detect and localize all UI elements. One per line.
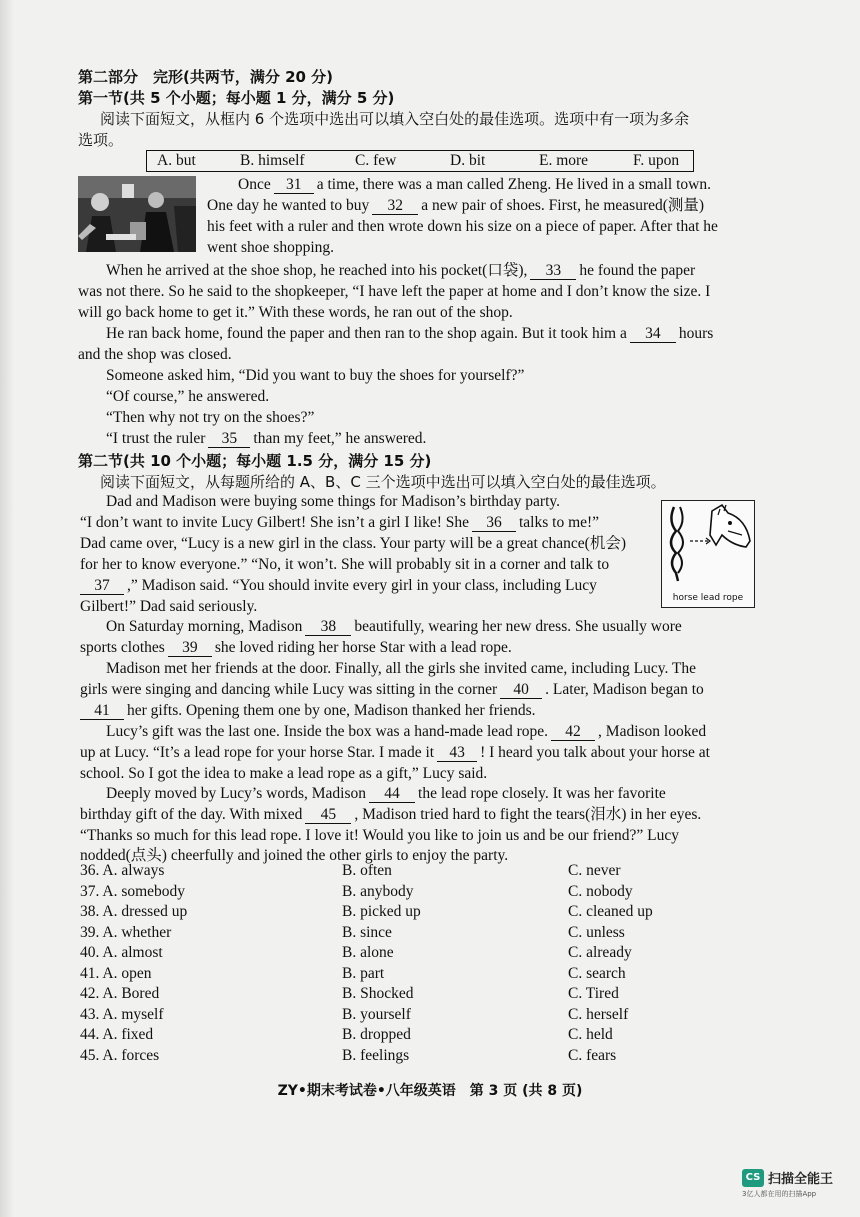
choice-41-a[interactable]: 41. A. open bbox=[80, 964, 152, 982]
p2-line2: “I don’t want to invite Lucy Gilbert! She isn’t a girl I like! She 36 talks to me!” bbox=[80, 514, 600, 531]
p2-line3: Dad came over, “Lucy is a new girl in the class. Your party will be a great chance(机会) bbox=[80, 535, 626, 552]
option-a: A. but bbox=[157, 152, 196, 169]
section2-title: 第二节(共 10 个小题；每小题 1.5 分，满分 15 分) bbox=[78, 452, 432, 470]
p1-line12: “Then why not try on the shoes?” bbox=[106, 409, 315, 426]
choice-38-a[interactable]: 38. A. dressed up bbox=[80, 903, 188, 920]
p1-line7: will go back home to get it.” With these words, he ran out of the shop. bbox=[78, 304, 513, 321]
shoe-story-illustration bbox=[78, 176, 196, 252]
blank-31[interactable]: 31 bbox=[274, 177, 314, 194]
choice-44-c[interactable]: C. held bbox=[568, 1026, 613, 1043]
p1-line10: Someone asked him, “Did you want to buy the shoes for yourself?” bbox=[106, 367, 525, 384]
choice-39-a[interactable]: 39. A. whether bbox=[80, 923, 172, 941]
p2-line18: nodded(点头) cheerfully and joined the other girls to enjoy the party. bbox=[80, 847, 509, 864]
blank-44[interactable]: 44 bbox=[369, 786, 415, 803]
blank-43[interactable]: 43 bbox=[437, 745, 477, 762]
option-f: F. upon bbox=[633, 152, 680, 169]
p2-line17: “Thanks so much for this lead rope. I love it! Would you like to join us and be our friend?” Lucy bbox=[80, 827, 679, 844]
p1-line9: and the shop was closed. bbox=[78, 346, 232, 363]
blank-40[interactable]: 40 bbox=[500, 682, 542, 699]
blank-38[interactable]: 38 bbox=[305, 619, 351, 636]
section1-instruction-cont: 选项。 bbox=[78, 131, 124, 149]
choice-37-c[interactable]: C. nobody bbox=[568, 882, 633, 900]
p2-line13: up at Lucy. “It’s a lead rope for your horse Star. I made it 43 ! I heard you talk about your horse at bbox=[80, 744, 710, 761]
choice-42-c[interactable]: C. Tired bbox=[568, 985, 619, 1002]
scanner-watermark bbox=[742, 1168, 833, 1199]
choice-41-b[interactable]: B. part bbox=[342, 964, 385, 982]
choice-36-c[interactable]: C. never bbox=[568, 862, 621, 879]
p2-line6: Gilbert!” Dad said seriously. bbox=[80, 598, 258, 615]
option-e: E. more bbox=[539, 152, 589, 169]
choice-38-b[interactable]: B. picked up bbox=[342, 903, 421, 920]
scanner-name: 扫描全能王 bbox=[768, 1172, 834, 1187]
choice-42-b[interactable]: B. Shocked bbox=[342, 985, 414, 1002]
blank-37[interactable]: 37 bbox=[80, 578, 124, 595]
blank-35[interactable]: 35 bbox=[208, 431, 250, 448]
choice-43-b[interactable]: B. yourself bbox=[342, 1005, 411, 1023]
choice-36-a[interactable]: 36. A. always bbox=[80, 862, 165, 879]
choice-43-a[interactable]: 43. A. myself bbox=[80, 1005, 164, 1023]
section1-instruction: 阅读下面短文，从框内 6 个选项中选出可以填入空白处的最佳选项。选项中有一项为多余 bbox=[100, 110, 690, 128]
choice-45-b[interactable]: B. feelings bbox=[342, 1046, 410, 1064]
figure-caption: horse lead rope bbox=[672, 593, 744, 603]
scan-edge-shadow bbox=[0, 0, 14, 1217]
p1-line2: One day he wanted to buy 32 a new pair of shoes. First, he measured(测量) bbox=[207, 197, 705, 214]
scanner-logo-badge: CS bbox=[742, 1169, 764, 1187]
page-footer: ZY•期末考试卷•八年级英语 第 3 页 (共 8 页) bbox=[277, 1083, 583, 1099]
p1-line5: When he arrived at the shoe shop, he reached into his pocket(口袋), 33 he found the paper bbox=[106, 262, 696, 279]
choice-38-c[interactable]: C. cleaned up bbox=[568, 903, 653, 920]
scanner-tagline: 3亿人都在用的扫描App bbox=[742, 1190, 817, 1198]
p2-line1: Dad and Madison were buying some things for Madison’s birthday party. bbox=[106, 493, 561, 510]
blank-41[interactable]: 41 bbox=[80, 703, 124, 720]
p2-line12: Lucy’s gift was the last one. Inside the box was a hand-made lead rope. 42 , Madison looked bbox=[106, 723, 707, 740]
section2-instruction: 阅读下面短文，从每题所给的 A、B、C 三个选项中选出可以填入空白处的最佳选项。 bbox=[100, 473, 666, 491]
blank-45[interactable]: 45 bbox=[305, 807, 351, 824]
p1-line13: “I trust the ruler 35 than my feet,” he answered. bbox=[106, 430, 427, 447]
blank-42[interactable]: 42 bbox=[551, 724, 595, 741]
p2-line5: 37 ,” Madison said. “You should invite every girl in your class, including Lucy bbox=[80, 576, 597, 596]
choice-37-b[interactable]: B. anybody bbox=[342, 882, 414, 900]
p1-line3: his feet with a ruler and then wrote down his size on a piece of paper. After that he bbox=[207, 218, 718, 235]
choice-40-c[interactable]: C. already bbox=[568, 944, 632, 961]
choice-37-a[interactable]: 37. A. somebody bbox=[80, 882, 186, 900]
choice-39-b[interactable]: B. since bbox=[342, 923, 392, 941]
choice-41-c[interactable]: C. search bbox=[568, 964, 626, 982]
blank-34[interactable]: 34 bbox=[630, 326, 676, 343]
p2-line7: On Saturday morning, Madison 38 beautifully, wearing her new dress. She usually wore bbox=[106, 618, 682, 635]
p2-line15: Deeply moved by Lucy’s words, Madison 44 the lead rope closely. It was her favorite bbox=[106, 785, 666, 802]
p1-line6: was not there. So he said to the shopkeeper, “I have left the paper at home and I don’t know the size. I bbox=[78, 283, 711, 300]
p2-line16: birthday gift of the day. With mixed 45 , Madison tried hard to fight the tears(泪水) in her eyes. bbox=[80, 806, 702, 823]
p2-line11: 41 her gifts. Opening them one by one, Madison thanked her friends. bbox=[80, 701, 536, 721]
blank-39[interactable]: 39 bbox=[168, 640, 212, 657]
blank-33[interactable]: 33 bbox=[530, 263, 576, 280]
p2-line8: sports clothes 39 she loved riding her horse Star with a lead rope. bbox=[80, 639, 512, 656]
choice-44-a[interactable]: 44. A. fixed bbox=[80, 1026, 154, 1043]
horse-lead-rope-figure bbox=[661, 500, 755, 608]
blank-32[interactable]: 32 bbox=[372, 198, 418, 215]
choice-43-c[interactable]: C. herself bbox=[568, 1005, 629, 1023]
p2-line10: girls were singing and dancing while Lucy was sitting in the corner 40 . Later, Madison began to bbox=[80, 681, 704, 698]
option-b: B. himself bbox=[240, 152, 305, 169]
horse-lead-rope-icon bbox=[662, 501, 754, 587]
p2-line14: school. So I got the idea to make a lead rope as a gift,” Lucy said. bbox=[80, 765, 488, 782]
choice-36-b[interactable]: B. often bbox=[342, 862, 392, 879]
p1-line4: went shoe shopping. bbox=[207, 239, 335, 256]
choice-45-c[interactable]: C. fears bbox=[568, 1046, 617, 1064]
part-title: 第二部分 完形(共两节，满分 20 分) bbox=[78, 68, 334, 86]
options-box bbox=[146, 150, 694, 172]
choice-40-b[interactable]: B. alone bbox=[342, 944, 394, 961]
choice-39-c[interactable]: C. unless bbox=[568, 923, 625, 941]
p1-line1: Once 31 a time, there was a man called Zheng. He lived in a small town. bbox=[238, 176, 711, 193]
choice-42-a[interactable]: 42. A. Bored bbox=[80, 985, 160, 1002]
choice-40-a[interactable]: 40. A. almost bbox=[80, 944, 163, 961]
section1-title: 第一节(共 5 个小题；每小题 1 分，满分 5 分) bbox=[78, 89, 395, 107]
option-d: D. bit bbox=[450, 152, 486, 169]
option-c: C. few bbox=[355, 152, 397, 169]
p1-line11: “Of course,” he answered. bbox=[106, 388, 270, 405]
choice-45-a[interactable]: 45. A. forces bbox=[80, 1046, 160, 1064]
choice-44-b[interactable]: B. dropped bbox=[342, 1026, 411, 1043]
blank-36[interactable]: 36 bbox=[472, 515, 516, 532]
p2-line4: for her to know everyone.” “No, it won’t. She will probably sit in a corner and talk to bbox=[80, 556, 610, 573]
p1-line8: He ran back home, found the paper and then ran to the shop again. But it took him a 34 hours bbox=[106, 325, 714, 342]
p2-line9: Madison met her friends at the door. Finally, all the girls she invited came, including Lucy. The bbox=[106, 660, 697, 677]
